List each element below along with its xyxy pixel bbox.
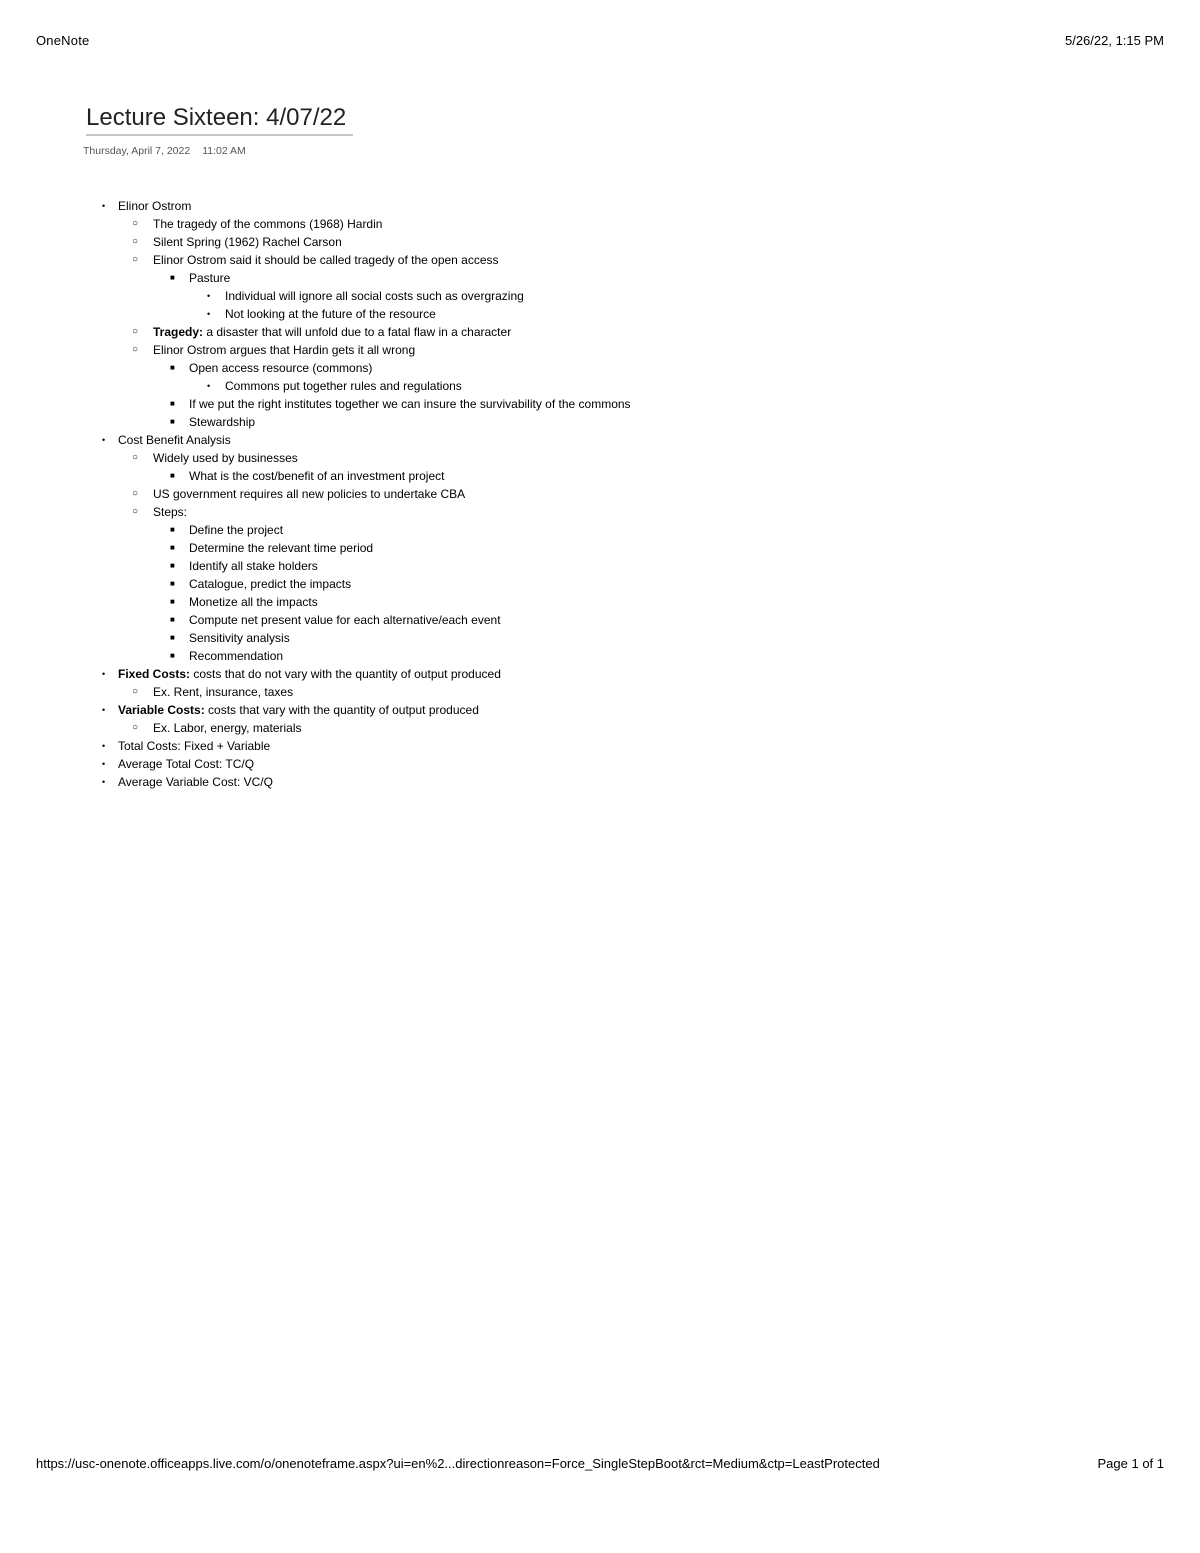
list-item	[100, 719, 700, 737]
bullet-dot-icon: •	[102, 777, 106, 787]
list-item-text: Individual will ignore all social costs such as overgrazing	[225, 289, 524, 303]
print-footer-page-indicator: Page 1 of 1	[1097, 1456, 1164, 1471]
bullet-square-icon: ■	[170, 579, 175, 588]
list-item	[100, 593, 700, 611]
list-item-text: Elinor Ostrom said it should be called tragedy of the open access	[153, 253, 499, 267]
bullet-circle-icon: ○	[132, 344, 139, 355]
outline-level-2	[100, 215, 700, 431]
list-item	[100, 467, 700, 485]
list-item-text: Ex. Labor, energy, materials	[153, 721, 302, 735]
page-title: Lecture Sixteen: 4/07/22	[86, 104, 353, 136]
page-date: Thursday, April 7, 2022	[83, 145, 191, 157]
list-item	[100, 287, 700, 305]
bullet-circle-icon: ○	[132, 722, 139, 733]
nested-list	[100, 215, 700, 431]
bullet-dot-icon: •	[207, 309, 211, 319]
definition-tragedy: a disaster that will unfold due to a fatal flaw in a character	[203, 325, 512, 339]
bullet-circle-icon: ○	[132, 506, 139, 517]
list-item-text: What is the cost/benefit of an investment project	[189, 469, 445, 483]
step-text: Identify all stake holders	[189, 559, 318, 573]
bullet-square-icon: ■	[170, 363, 175, 372]
list-item	[100, 413, 700, 431]
bullet-square-icon: ■	[170, 543, 175, 552]
list-item	[100, 323, 700, 341]
page-time: 11:02 AM	[202, 145, 246, 157]
list-item	[100, 611, 700, 629]
list-item	[100, 737, 700, 755]
bullet-square-icon: ■	[170, 471, 175, 480]
list-item	[100, 377, 700, 395]
outline-level-3	[100, 467, 700, 485]
bullet-dot-icon: •	[207, 291, 211, 301]
list-item	[100, 575, 700, 593]
list-item	[100, 755, 700, 773]
bullet-circle-icon: ○	[132, 218, 139, 229]
list-item-text: Average Variable Cost: VC/Q	[118, 775, 273, 789]
bullet-dot-icon: •	[102, 669, 106, 679]
nested-list	[100, 521, 700, 665]
list-item-text: Steps:	[153, 505, 188, 519]
bullet-square-icon: ■	[170, 525, 175, 534]
list-item-text: The tragedy of the commons (1968) Hardin	[153, 217, 383, 231]
list-item-text: If we put the right institutes together we can insure the survivability of the commons	[189, 397, 631, 411]
outline-level-3	[100, 269, 700, 323]
nested-list	[100, 449, 700, 665]
list-item-text: Pasture	[189, 271, 231, 285]
outline-level-4	[100, 287, 700, 323]
bullet-circle-icon: ○	[132, 326, 139, 337]
bullet-dot-icon: •	[102, 201, 106, 211]
step-text: Recommendation	[189, 649, 284, 663]
bullet-square-icon: ■	[170, 561, 175, 570]
list-item	[100, 647, 700, 665]
list-item	[100, 683, 700, 701]
list-item	[100, 341, 700, 359]
list-item	[100, 233, 700, 251]
step-text: Define the project	[189, 523, 284, 537]
definition-fixed-costs: costs that do not vary with the quantity of output produced	[190, 667, 501, 681]
term-variable-costs: Variable Costs:	[118, 703, 205, 717]
term-tragedy: Tragedy:	[153, 325, 204, 339]
page-date-line	[83, 145, 246, 157]
list-item	[100, 701, 700, 719]
bullet-circle-icon: ○	[132, 254, 139, 265]
outline-level-3	[100, 359, 700, 431]
bullet-square-icon: ■	[170, 273, 175, 282]
nested-list	[100, 377, 700, 395]
list-item	[100, 665, 700, 683]
list-item	[100, 485, 700, 503]
bullet-dot-icon: •	[102, 435, 106, 445]
outline-level-2	[100, 719, 700, 737]
list-item	[100, 503, 700, 521]
list-item	[100, 521, 700, 539]
bullet-square-icon: ■	[170, 417, 175, 426]
bullet-circle-icon: ○	[132, 452, 139, 463]
list-item	[100, 431, 700, 449]
bullet-circle-icon: ○	[132, 236, 139, 247]
step-text: Determine the relevant time period	[189, 541, 374, 555]
outline-level-3	[100, 521, 700, 665]
nested-list	[100, 287, 700, 323]
outline-level-2	[100, 449, 700, 665]
definition-variable-costs: costs that vary with the quantity of output produced	[204, 703, 479, 717]
list-item-text: Elinor Ostrom	[118, 199, 192, 213]
outline-level-2	[100, 683, 700, 701]
bullet-square-icon: ■	[170, 615, 175, 624]
bullet-dot-icon: •	[102, 759, 106, 769]
list-item-text: Open access resource (commons)	[189, 361, 373, 375]
bullet-circle-icon: ○	[132, 488, 139, 499]
list-item-text: Elinor Ostrom argues that Hardin gets it all wrong	[153, 343, 416, 357]
list-item-text: Total Costs: Fixed + Variable	[118, 739, 271, 753]
bullet-square-icon: ■	[170, 597, 175, 606]
list-item	[100, 215, 700, 233]
list-item	[100, 449, 700, 467]
list-item-text: Ex. Rent, insurance, taxes	[153, 685, 294, 699]
list-item	[100, 557, 700, 575]
term-fixed-costs: Fixed Costs:	[118, 667, 191, 681]
list-item	[100, 251, 700, 269]
step-text: Compute net present value for each alternative/each event	[189, 613, 501, 627]
bullet-circle-icon: ○	[132, 686, 139, 697]
print-header-app: OneNote	[36, 33, 90, 48]
bullet-square-icon: ■	[170, 399, 175, 408]
note-body	[100, 197, 700, 791]
list-item	[100, 305, 700, 323]
outline-level-4	[100, 377, 700, 395]
bullet-square-icon: ■	[170, 651, 175, 660]
bullet-dot-icon: •	[102, 705, 106, 715]
list-item-text: US government requires all new policies to undertake CBA	[153, 487, 466, 501]
step-text: Catalogue, predict the impacts	[189, 577, 352, 591]
list-item	[100, 269, 700, 287]
step-text: Monetize all the impacts	[189, 595, 318, 609]
bullet-dot-icon: •	[207, 381, 211, 391]
list-item	[100, 773, 700, 791]
list-item	[100, 539, 700, 557]
bullet-square-icon: ■	[170, 633, 175, 642]
print-footer-url: https://usc-onenote.officeapps.live.com/o/onenoteframe.aspx?ui=en%2...directionreason=Force_SingleStepBoot&rct=Medium&ctp=LeastProtected	[36, 1456, 880, 1471]
list-item-text: Not looking at the future of the resource	[225, 307, 436, 321]
list-item-text: Silent Spring (1962) Rachel Carson	[153, 235, 342, 249]
nested-list	[100, 719, 700, 737]
nested-list	[100, 683, 700, 701]
outline-level-1	[100, 197, 700, 791]
list-item	[100, 359, 700, 377]
list-item-text: Stewardship	[189, 415, 256, 429]
print-header-datetime: 5/26/22, 1:15 PM	[1064, 33, 1164, 48]
step-text: Sensitivity analysis	[189, 631, 290, 645]
nested-list	[100, 467, 700, 485]
list-item	[100, 629, 700, 647]
list-item	[100, 395, 700, 413]
list-item-text: Cost Benefit Analysis	[118, 433, 231, 447]
nested-list	[100, 359, 700, 431]
list-item	[100, 197, 700, 215]
list-item-text: Commons put together rules and regulations	[225, 379, 462, 393]
nested-list	[100, 269, 700, 323]
list-item-text: Average Total Cost: TC/Q	[118, 757, 255, 771]
bullet-dot-icon: •	[102, 741, 106, 751]
list-item-text: Widely used by businesses	[153, 451, 298, 465]
